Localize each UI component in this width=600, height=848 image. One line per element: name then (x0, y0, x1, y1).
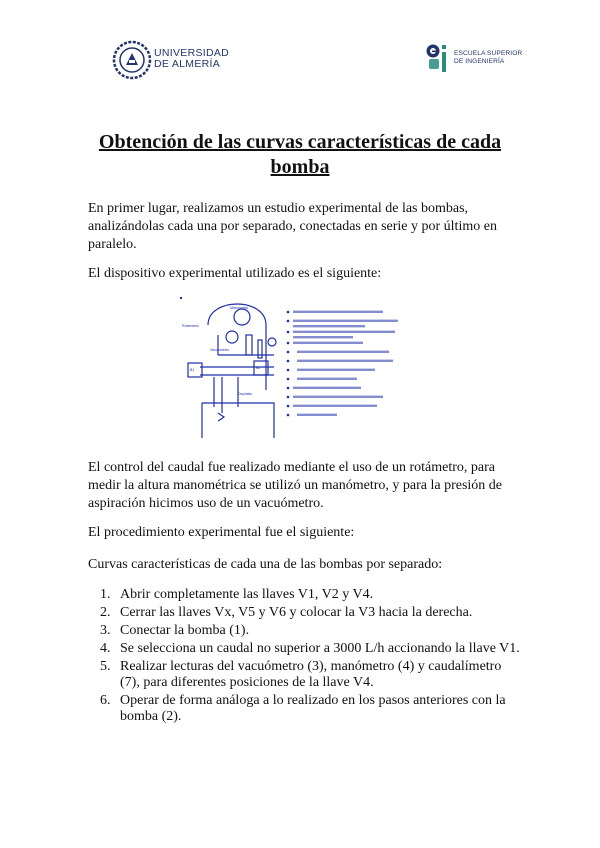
step-number: 4. (100, 641, 111, 656)
curves-subtitle: Curvas características de cada una de las bombas por separado: (88, 557, 443, 572)
procedure-step (100, 659, 520, 691)
step-number: 6. (100, 693, 111, 708)
step-text: Operar de forma análoga a lo realizado en los pasos anteriores con la bomba (2). (120, 693, 506, 724)
control-paragraph: El control del caudal fue realizado mediante el uso de un rotámetro, para medir la altura manométrica se utilizó un manómetro, y para la presión de aspiración hicimos uso de un vacuómetro. (88, 460, 503, 511)
svg-text:B1: B1 (190, 368, 195, 372)
university-seal-icon (112, 40, 152, 80)
svg-text:Depósito: Depósito (238, 392, 253, 396)
procedure-step (100, 641, 520, 657)
procedure-step (100, 587, 520, 603)
svg-text:Vacuómetro: Vacuómetro (210, 348, 230, 352)
step-number: 3. (100, 623, 111, 638)
school-mark-icon (425, 42, 455, 74)
page-title (88, 130, 512, 180)
school-logo-line2: DE INGENIERÍA (454, 58, 505, 65)
step-text: Abrir completamente las llaves V1, V2 y V4. (120, 587, 374, 602)
procedure-step (100, 693, 520, 725)
experimental-device-diagram (178, 295, 430, 440)
step-number: 5. (100, 659, 111, 674)
university-logo (112, 38, 232, 82)
school-logo-line1: ESCUELA SUPERIOR (454, 50, 523, 57)
procedure-steps-list (100, 587, 520, 727)
step-number: 1. (100, 587, 111, 602)
step-text: Cerrar las llaves Vx, V5 y V6 y colocar la V3 hacia la derecha. (120, 605, 473, 620)
school-logo (425, 42, 525, 78)
intro-paragraph: En primer lugar, realizamos un estudio experimental de las bombas, analizándolas cada una por separado, conectadas en serie y por último en paralelo. (88, 201, 497, 252)
step-number: 2. (100, 605, 111, 620)
svg-text:B2: B2 (256, 366, 261, 370)
university-logo-line1: UNIVERSIDAD (154, 47, 230, 59)
svg-text:Rotámetro: Rotámetro (182, 324, 199, 328)
procedure-step (100, 605, 520, 621)
step-text: Realizar lecturas del vacuómetro (3), manómetro (4) y caudalímetro (7), para diferentes posiciones de la llave V4. (120, 659, 502, 690)
procedure-step (100, 623, 520, 639)
device-intro-paragraph: El dispositivo experimental utilizado es el siguiente: (88, 266, 382, 281)
svg-text:Manómetro: Manómetro (230, 306, 249, 310)
step-text: Se selecciona un caudal no superior a 3000 L/h accionando la llave V1. (120, 641, 520, 656)
procedure-intro-paragraph: El procedimiento experimental fue el siguiente: (88, 525, 355, 540)
university-logo-line2: DE ALMERÍA (154, 58, 221, 70)
step-text: Conectar la bomba (1). (120, 623, 250, 638)
page-title-line1: Obtención de las curvas características de cada (98, 131, 502, 153)
page-title-line2: bomba (270, 156, 330, 178)
